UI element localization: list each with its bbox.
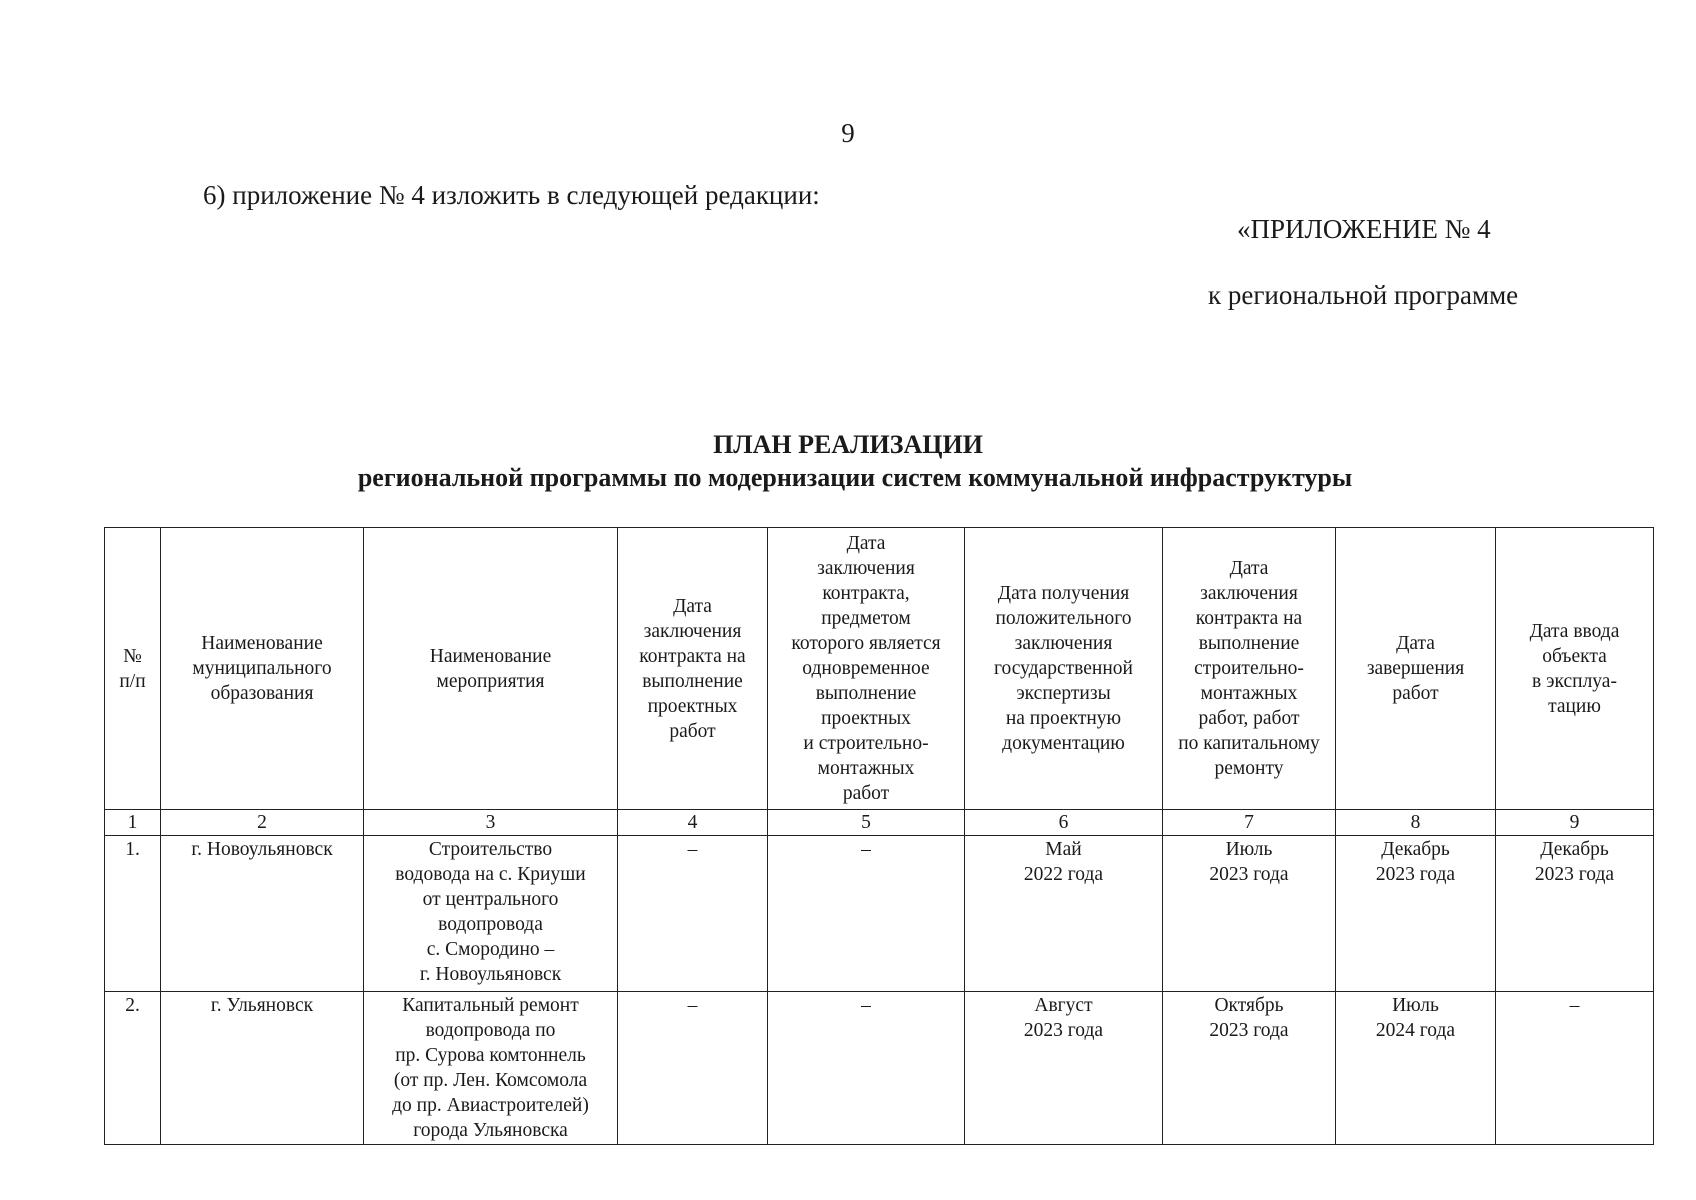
table-cell-line: до пр. Авиастроителей) (392, 1095, 589, 1116)
column-number-8: 8 (1336, 810, 1496, 836)
table-cell (1163, 992, 1336, 1145)
table-cell-line: Август (1034, 995, 1093, 1016)
column-number-6: 6 (965, 810, 1163, 836)
table-cell-line: Строительство (428, 839, 553, 860)
column-header-line: завершения (1366, 658, 1465, 679)
column-header-line: монтажных (817, 758, 915, 779)
column-header-line: заключения (1014, 633, 1113, 654)
table-cell (1496, 992, 1654, 1145)
table-cell (768, 836, 965, 992)
column-header-line: Дата (1396, 633, 1435, 654)
table-cell-line: города Ульяновска (413, 1120, 568, 1141)
table-cell-line: 2023 года (1209, 864, 1289, 885)
column-header-line: Дата (673, 595, 712, 617)
table-cell-line: 2023 года (1209, 1020, 1289, 1041)
column-number-7: 7 (1163, 810, 1336, 836)
column-header-line: государственной (994, 658, 1133, 679)
table-cell-line: от центрального (422, 889, 559, 910)
table-cell (105, 992, 161, 1145)
table-cell-line: 1. (125, 839, 140, 860)
column-header-line: № (123, 645, 142, 667)
table-cell-line: г. Новоульяновск (191, 839, 333, 860)
column-number-5: 5 (768, 810, 965, 836)
column-header-line: выполнение (1198, 633, 1300, 654)
column-header-line: в эксплуа- (1532, 670, 1617, 692)
table-cell (1496, 836, 1654, 992)
table-row (105, 992, 1654, 1145)
table-cell (1163, 836, 1336, 992)
column-header-line: проектных (821, 708, 911, 729)
plan-subtitle: региональной программы по модернизации систем коммунальной инфраструктуры (357, 463, 1353, 492)
column-header-6 (965, 528, 1163, 810)
column-number-2: 2 (161, 810, 364, 836)
column-header-line: контракта, (822, 583, 910, 604)
column-number-3: 3 (364, 810, 618, 836)
table-cell-line: 2022 года (1023, 864, 1104, 885)
table-cell-line: водопровода по (425, 1020, 556, 1041)
column-header-line: которого является (791, 633, 941, 654)
table-header-row (105, 528, 1654, 810)
column-header-line: документацию (1002, 733, 1125, 754)
column-header-line: Наименование (429, 645, 552, 667)
column-header-line: Наименование (201, 633, 323, 654)
table-cell (768, 992, 965, 1145)
table-cell-line: Июль (1225, 839, 1273, 860)
table-cell-line: (от пр. Лен. Комсомола (393, 1070, 588, 1091)
column-header-line: Дата (1229, 558, 1269, 579)
column-header-4 (618, 528, 768, 810)
column-header-line: объекта (1542, 645, 1607, 667)
table-cell-line: Октябрь (1214, 995, 1284, 1016)
column-header-line: муниципального (192, 658, 332, 679)
table-cell-line: – (861, 839, 871, 860)
column-header-5 (768, 528, 965, 810)
column-header-line: тацию (1548, 695, 1601, 717)
table-cell-line: г. Ульяновск (210, 995, 314, 1016)
column-header-line: контракта на (1195, 608, 1303, 629)
table-cell-line: – (1569, 995, 1580, 1016)
table-cell-line: Июль (1392, 995, 1439, 1016)
table-cell-line: Май (1045, 839, 1082, 860)
table-cell-line: – (687, 995, 698, 1016)
column-header-line: заключения (643, 620, 742, 642)
appendix-title: «ПРИЛОЖЕНИЕ № 4 (1237, 214, 1491, 244)
column-number-1: 1 (105, 810, 161, 836)
column-header-3 (364, 528, 618, 810)
column-header-line: выполнение (815, 683, 917, 704)
column-header-line: выполнение (642, 670, 743, 692)
table-cell (105, 836, 161, 992)
column-header-line: по капитальному (1178, 733, 1320, 754)
column-header-line: проектных (647, 695, 738, 717)
column-header-line: строительно- (1194, 658, 1304, 679)
table-cell-line: 2024 года (1375, 1020, 1456, 1041)
column-header-line: одновременное (802, 658, 930, 679)
table-cell-line: водопровода (438, 914, 543, 935)
column-header-line: Дата (846, 533, 886, 554)
plan-title: ПЛАН РЕАЛИЗАЦИИ (713, 430, 983, 459)
table-cell (618, 836, 768, 992)
table-cell-line: пр. Сурова комтоннель (395, 1045, 586, 1066)
column-header-9 (1496, 528, 1654, 810)
table-cell-line: Декабрь (1540, 839, 1609, 860)
column-header-line: Дата ввода (1529, 620, 1620, 642)
column-number-9: 9 (1496, 810, 1654, 836)
column-header-1 (105, 528, 161, 810)
table-row (105, 836, 1654, 992)
table-cell-line: 2. (125, 995, 140, 1016)
column-header-line: контракта на (639, 645, 746, 667)
table-cell (364, 992, 618, 1145)
table-cell (618, 992, 768, 1145)
column-numbers-row (105, 810, 1654, 836)
column-header-line: работ (842, 783, 890, 804)
table-cell (965, 992, 1163, 1145)
table-cell-line: Декабрь (1381, 839, 1450, 860)
intro-text: 6) приложение № 4 изложить в следующей редакции: (203, 180, 820, 210)
column-header-line: монтажных (1200, 683, 1298, 704)
column-header-line: работ (1392, 683, 1439, 704)
column-header-line: заключения (817, 558, 915, 579)
table-cell (364, 836, 618, 992)
column-header-line: ремонту (1214, 758, 1284, 779)
column-header-line: предметом (821, 608, 911, 629)
column-header-line: и строительно- (803, 733, 929, 754)
table-cell-line: 2023 года (1023, 1020, 1104, 1041)
table-cell (1336, 992, 1496, 1145)
column-header-line: мероприятия (436, 670, 545, 692)
table-cell-line: с. Смородино – (426, 939, 555, 960)
table-cell-line: – (861, 995, 871, 1016)
table-cell-line: 2023 года (1534, 864, 1615, 885)
column-header-line: Дата получения (997, 583, 1130, 604)
column-header-line: на проектную (1005, 708, 1122, 729)
table-cell-line: г. Новоульяновск (419, 964, 562, 985)
table-cell-line: Капитальный ремонт (402, 995, 579, 1016)
column-header-7 (1163, 528, 1336, 810)
appendix-subtitle: к региональной программе (1208, 280, 1519, 310)
column-header-line: работ, работ (1198, 708, 1300, 729)
column-header-line: образования (210, 683, 314, 704)
table-cell (161, 836, 364, 992)
table-cell-line: – (687, 839, 698, 860)
column-header-line: п/п (119, 670, 146, 692)
table-cell-line: водовода на с. Криуши (395, 864, 586, 885)
page-number: 9 (841, 118, 855, 148)
column-header-2 (161, 528, 364, 810)
implementation-plan-table (104, 527, 1654, 1145)
column-header-line: заключения (1200, 583, 1298, 604)
column-header-line: работ (669, 720, 716, 742)
table-body (105, 836, 1654, 1145)
column-header-line: экспертизы (1016, 683, 1111, 704)
column-header-line: положительного (995, 608, 1132, 629)
table-cell (161, 992, 364, 1145)
column-number-4: 4 (618, 810, 768, 836)
table-cell-line: 2023 года (1375, 864, 1456, 885)
column-header-8 (1336, 528, 1496, 810)
table-cell (965, 836, 1163, 992)
table-cell (1336, 836, 1496, 992)
